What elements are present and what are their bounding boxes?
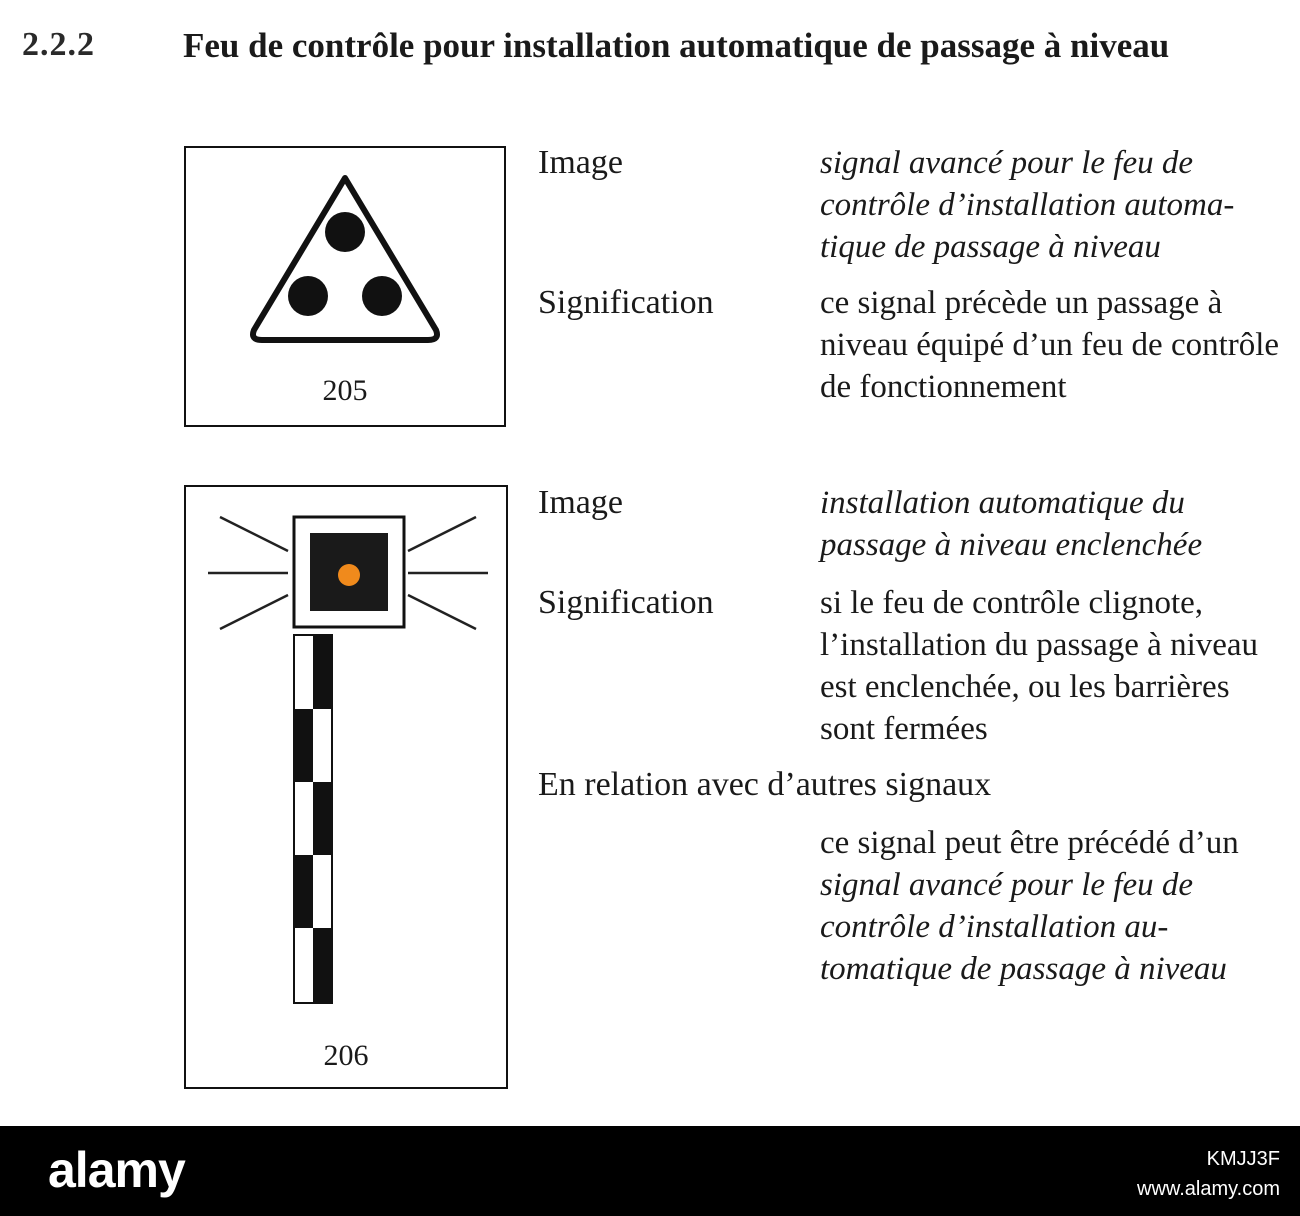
relation-text-italic: signal avancé pour le feu de contrôle d’installation au-tomatique de passage à niveau — [820, 867, 1227, 987]
watermark-bar — [0, 1126, 1300, 1216]
image-description: installation automatique du passage à niveau enclenchée — [820, 485, 1203, 563]
signal-number: 206 — [323, 1039, 369, 1072]
signal-205-figure — [184, 146, 506, 427]
flashing-light-mast-icon — [204, 511, 492, 1011]
image-label: Image — [538, 484, 623, 521]
image-label: Image — [538, 144, 623, 181]
signal-206-figure — [184, 485, 508, 1089]
meaning-label: Signification — [538, 284, 714, 321]
image-description: signal avancé pour le feu de contrôle d’installation automa-tique de passage à niveau — [820, 145, 1235, 265]
meaning-description: ce signal précède un passage à niveau équipé d’un feu de contrôle de fonctionnement — [820, 285, 1280, 405]
relation-label: En relation avec d’autres signaux — [538, 766, 992, 803]
section-title: Feu de contrôle pour installation automatique de passage à niveau — [183, 26, 1170, 65]
signal-number: 205 — [322, 374, 368, 407]
relation-description — [820, 822, 1285, 990]
section-number: 2.2.2 — [22, 26, 95, 63]
image-id: KMJJ3F — [1206, 1148, 1280, 1170]
triangle-three-lights-icon — [244, 170, 446, 350]
meaning-description: si le feu de contrôle clignote, l’installation du passage à niveau est enclenchée, ou les barrières sont fermées — [820, 585, 1259, 747]
alamy-logo: alamy — [48, 1142, 185, 1198]
meaning-label: Signification — [538, 584, 714, 621]
site-url: www.alamy.com — [1137, 1178, 1280, 1200]
relation-text-plain: ce signal peut être précédé d’un — [820, 825, 1239, 861]
